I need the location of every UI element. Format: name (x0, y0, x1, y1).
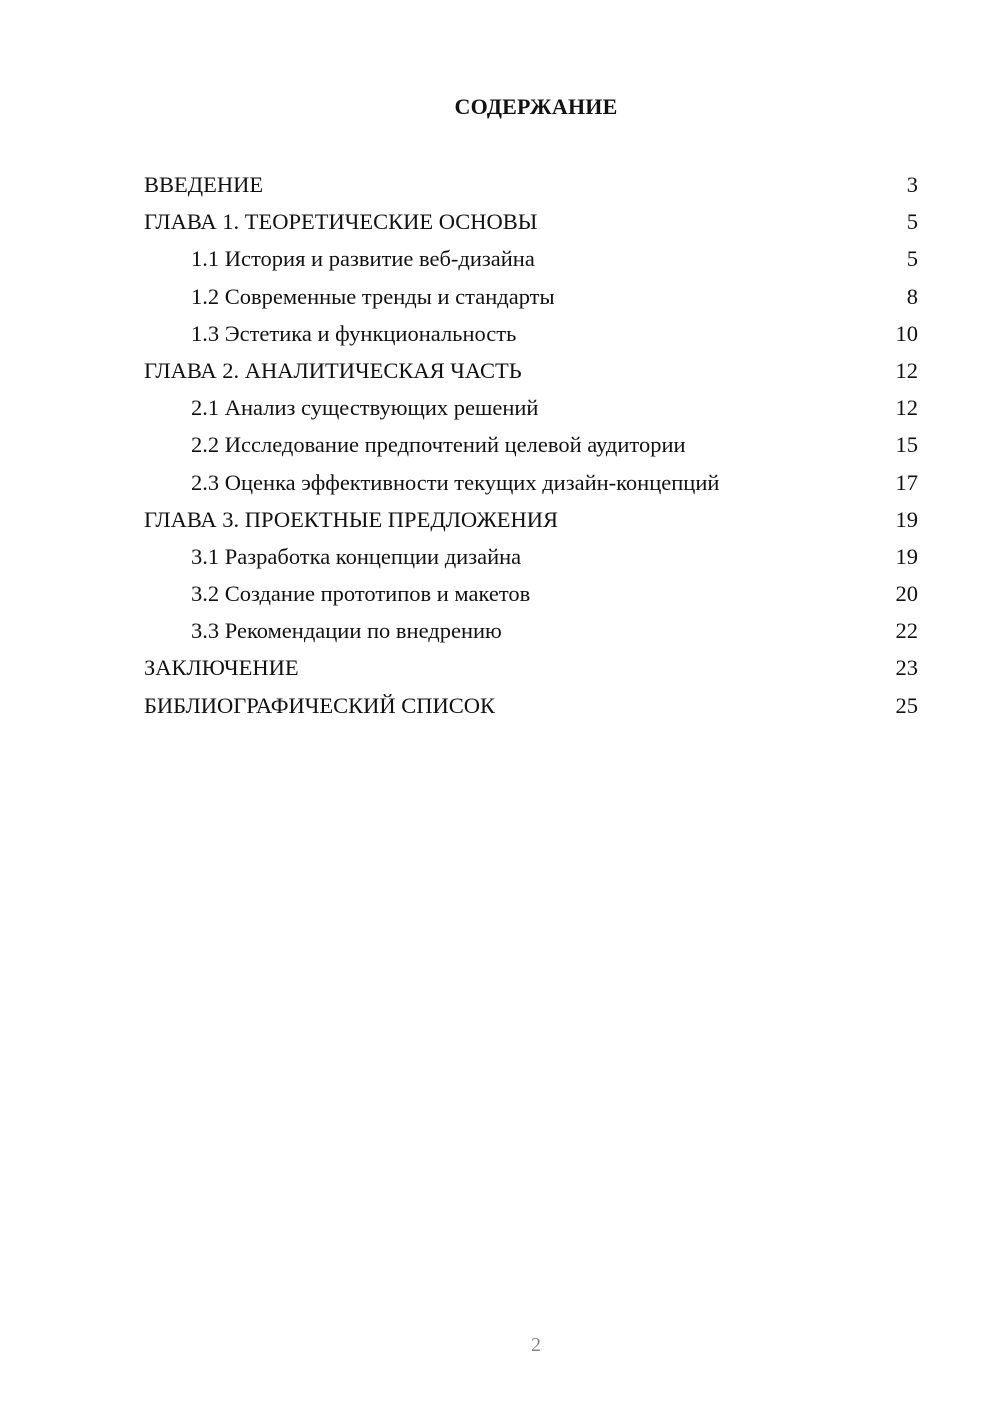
table-of-contents (144, 166, 918, 724)
toc-entry (144, 166, 918, 203)
toc-entry (144, 501, 918, 538)
toc-entry (144, 278, 918, 315)
toc-entry-page: 5 (906, 246, 918, 272)
page-title: СОДЕРЖАНИЕ (454, 94, 618, 119)
toc-entry-label: ГЛАВА 2. АНАЛИТИЧЕСКАЯ ЧАСТЬ (144, 357, 522, 383)
toc-entry-page: 23 (895, 655, 918, 681)
toc-entry-page: 22 (895, 618, 918, 644)
toc-entry-page: 15 (895, 432, 918, 458)
toc-entry-page: 12 (895, 395, 918, 421)
toc-entry-page: 8 (906, 283, 918, 309)
toc-entry-page: 5 (906, 209, 918, 235)
toc-entry (144, 575, 918, 612)
toc-entry (144, 649, 918, 686)
toc-entry-label: 2.1 Анализ существующих решений (191, 395, 539, 421)
toc-entry-label: 3.1 Разработка концепции дизайна (191, 543, 522, 569)
toc-entry (144, 426, 918, 463)
toc-entry-page: 19 (895, 543, 918, 569)
toc-entry-label: ЗАКЛЮЧЕНИЕ (144, 655, 299, 681)
toc-entry (144, 389, 918, 426)
toc-entry-page: 17 (895, 469, 918, 495)
toc-entry (144, 352, 918, 389)
toc-entry-page: 10 (895, 320, 918, 346)
toc-entry-page: 20 (895, 581, 918, 607)
toc-entry-label: 2.3 Оценка эффективности текущих дизайн-концепций (191, 469, 720, 495)
toc-entry-label: ГЛАВА 3. ПРОЕКТНЫЕ ПРЕДЛОЖЕНИЯ (144, 506, 559, 532)
toc-entry-page: 25 (895, 692, 918, 718)
toc-entry (144, 203, 918, 240)
toc-entry-label: 3.3 Рекомендации по внедрению (191, 618, 502, 644)
toc-entry-label: 1.1 История и развитие веб-дизайна (191, 246, 535, 272)
toc-entry-page: 19 (895, 506, 918, 532)
toc-entry (144, 687, 918, 724)
toc-entry-label: ВВЕДЕНИЕ (144, 172, 264, 197)
toc-entry (144, 612, 918, 649)
toc-entry-page: 12 (895, 357, 918, 383)
toc-entry-label: 2.2 Исследование предпочтений целевой аудитории (191, 432, 686, 458)
toc-entry (144, 464, 918, 501)
toc-entry-label: 1.3 Эстетика и функциональность (191, 320, 517, 346)
toc-entry-page: 3 (906, 172, 918, 197)
toc-entry (144, 240, 918, 277)
page-number: 2 (531, 1334, 541, 1356)
toc-entry (144, 538, 918, 575)
toc-entry (144, 315, 918, 352)
toc-entry-label: ГЛАВА 1. ТЕОРЕТИЧЕСКИЕ ОСНОВЫ (144, 209, 538, 235)
toc-entry-label: 3.2 Создание прототипов и макетов (191, 581, 531, 607)
toc-entry-label: 1.2 Современные тренды и стандарты (191, 283, 555, 309)
toc-entry-label: БИБЛИОГРАФИЧЕСКИЙ СПИСОК (144, 692, 496, 718)
